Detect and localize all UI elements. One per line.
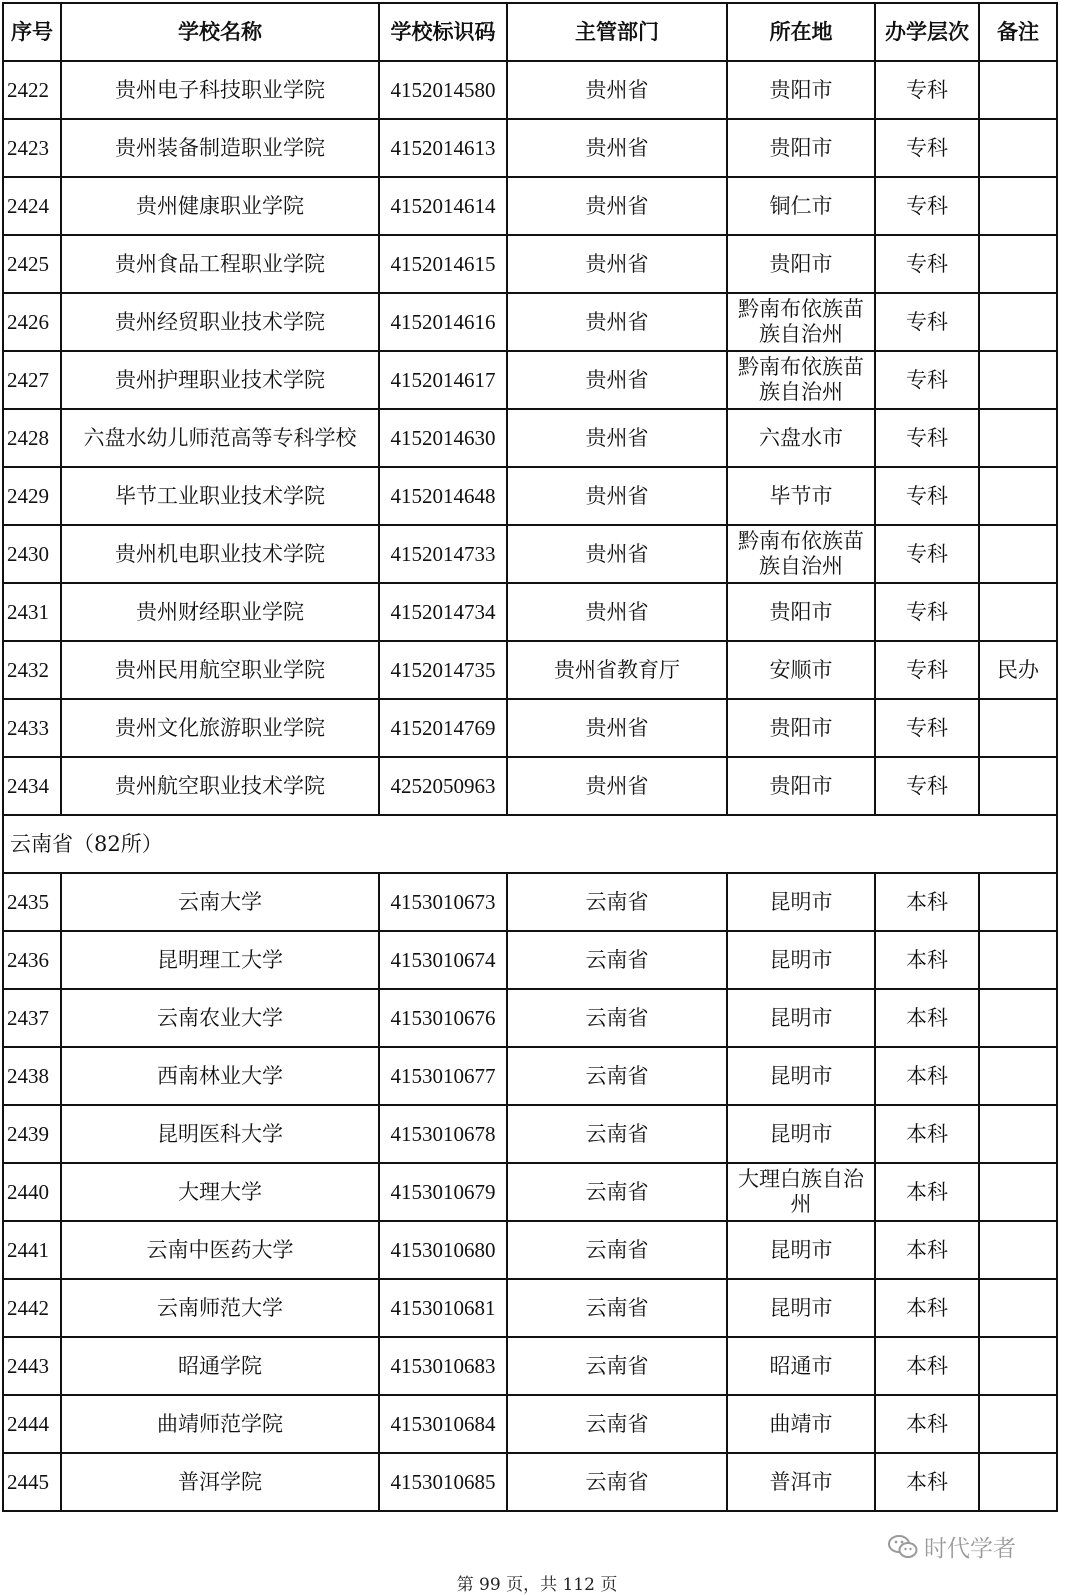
- row-seq: 2428: [3, 409, 61, 467]
- table-row: [3, 1395, 1057, 1453]
- level: 本科: [875, 1453, 979, 1511]
- school-code: 4153010678: [379, 1105, 507, 1163]
- note: [979, 1047, 1057, 1105]
- location: 曲靖市: [727, 1395, 875, 1453]
- note: [979, 467, 1057, 525]
- location: 贵阳市: [727, 699, 875, 757]
- level: 本科: [875, 1395, 979, 1453]
- department: 贵州省: [507, 235, 727, 293]
- school-name: 贵州护理职业技术学院: [61, 351, 379, 409]
- note: [979, 119, 1057, 177]
- location: 昆明市: [727, 1279, 875, 1337]
- location: 昆明市: [727, 1221, 875, 1279]
- level: 本科: [875, 1163, 979, 1221]
- department: 云南省: [507, 989, 727, 1047]
- table-row: [3, 641, 1057, 699]
- note: [979, 177, 1057, 235]
- note: [979, 235, 1057, 293]
- location: 普洱市: [727, 1453, 875, 1511]
- section-title: 云南省（82所）: [3, 815, 1057, 873]
- school-name: 昆明理工大学: [61, 931, 379, 989]
- school-code: 4152014616: [379, 293, 507, 351]
- table-row: [3, 1221, 1057, 1279]
- location: 贵阳市: [727, 583, 875, 641]
- header-school-code: 学校标识码: [379, 3, 507, 61]
- school-code: 4153010685: [379, 1453, 507, 1511]
- row-seq: 2442: [3, 1279, 61, 1337]
- note: [979, 1221, 1057, 1279]
- note: [979, 1453, 1057, 1511]
- level: 本科: [875, 1105, 979, 1163]
- table-row: [3, 119, 1057, 177]
- location: 昆明市: [727, 1047, 875, 1105]
- note: [979, 409, 1057, 467]
- note: [979, 1279, 1057, 1337]
- note: 民办: [979, 641, 1057, 699]
- school-code: 4153010673: [379, 873, 507, 931]
- school-name: 云南师范大学: [61, 1279, 379, 1337]
- location: 昆明市: [727, 931, 875, 989]
- row-seq: 2443: [3, 1337, 61, 1395]
- school-code: 4153010683: [379, 1337, 507, 1395]
- note: [979, 931, 1057, 989]
- school-code: 4153010676: [379, 989, 507, 1047]
- level: 专科: [875, 61, 979, 119]
- level: 本科: [875, 1047, 979, 1105]
- school-name: 贵州财经职业学院: [61, 583, 379, 641]
- level: 本科: [875, 1279, 979, 1337]
- level: 专科: [875, 351, 979, 409]
- department: 云南省: [507, 1105, 727, 1163]
- level: 本科: [875, 1337, 979, 1395]
- location: 贵阳市: [727, 119, 875, 177]
- department: 贵州省: [507, 525, 727, 583]
- table-row: [3, 235, 1057, 293]
- row-seq: 2431: [3, 583, 61, 641]
- location: 贵阳市: [727, 235, 875, 293]
- table-row: [3, 757, 1057, 815]
- table-row: [3, 1337, 1057, 1395]
- note: [979, 293, 1057, 351]
- level: 专科: [875, 583, 979, 641]
- location: 贵阳市: [727, 757, 875, 815]
- location: 贵阳市: [727, 61, 875, 119]
- row-seq: 2435: [3, 873, 61, 931]
- department: 云南省: [507, 873, 727, 931]
- note: [979, 1105, 1057, 1163]
- school-code: 4152014614: [379, 177, 507, 235]
- school-code: 4152014734: [379, 583, 507, 641]
- table-body: [3, 61, 1057, 1511]
- location: 六盘水市: [727, 409, 875, 467]
- school-name: 贵州装备制造职业学院: [61, 119, 379, 177]
- table-row: [3, 1047, 1057, 1105]
- school-code: 4153010684: [379, 1395, 507, 1453]
- location: 大理白族自治州: [727, 1163, 875, 1221]
- location: 黔南布依族苗族自治州: [727, 525, 875, 583]
- school-name: 贵州电子科技职业学院: [61, 61, 379, 119]
- table-row: [3, 873, 1057, 931]
- department: 贵州省: [507, 351, 727, 409]
- note: [979, 1337, 1057, 1395]
- school-code: 4252050963: [379, 757, 507, 815]
- department: 云南省: [507, 1047, 727, 1105]
- school-name: 云南中医药大学: [61, 1221, 379, 1279]
- table-row: [3, 583, 1057, 641]
- school-name: 贵州食品工程职业学院: [61, 235, 379, 293]
- school-name: 贵州经贸职业技术学院: [61, 293, 379, 351]
- level: 专科: [875, 293, 979, 351]
- school-code: 4153010681: [379, 1279, 507, 1337]
- table-row: [3, 1105, 1057, 1163]
- location: 昆明市: [727, 1105, 875, 1163]
- header-department: 主管部门: [507, 3, 727, 61]
- level: 本科: [875, 989, 979, 1047]
- school-code: 4153010674: [379, 931, 507, 989]
- school-name: 曲靖师范学院: [61, 1395, 379, 1453]
- row-seq: 2437: [3, 989, 61, 1047]
- school-code: 4153010677: [379, 1047, 507, 1105]
- school-code: 4152014580: [379, 61, 507, 119]
- header-note: 备注: [979, 3, 1057, 61]
- page-footer: 第 99 页，共 112 页: [456, 1575, 618, 1595]
- school-code: 4152014735: [379, 641, 507, 699]
- school-name: 大理大学: [61, 1163, 379, 1221]
- row-seq: 2427: [3, 351, 61, 409]
- level: 本科: [875, 1221, 979, 1279]
- note: [979, 1163, 1057, 1221]
- table-row: [3, 467, 1057, 525]
- row-seq: 2439: [3, 1105, 61, 1163]
- department: 贵州省: [507, 293, 727, 351]
- school-code: 4153010679: [379, 1163, 507, 1221]
- school-name: 普洱学院: [61, 1453, 379, 1511]
- wechat-icon: [888, 1534, 918, 1560]
- school-name: 昆明医科大学: [61, 1105, 379, 1163]
- row-seq: 2422: [3, 61, 61, 119]
- level: 本科: [875, 873, 979, 931]
- department: 云南省: [507, 931, 727, 989]
- location: 铜仁市: [727, 177, 875, 235]
- school-name: 贵州机电职业技术学院: [61, 525, 379, 583]
- department: 贵州省: [507, 757, 727, 815]
- department: 云南省: [507, 1279, 727, 1337]
- note: [979, 525, 1057, 583]
- table-row: [3, 931, 1057, 989]
- department: 贵州省: [507, 409, 727, 467]
- school-name: 贵州文化旅游职业学院: [61, 699, 379, 757]
- level: 本科: [875, 931, 979, 989]
- row-seq: 2434: [3, 757, 61, 815]
- level: 专科: [875, 641, 979, 699]
- watermark-text: 时代学者: [924, 1536, 1016, 1562]
- school-name: 云南农业大学: [61, 989, 379, 1047]
- school-list-table: [2, 2, 1058, 1512]
- note: [979, 351, 1057, 409]
- table-row: [3, 293, 1057, 351]
- row-seq: 2433: [3, 699, 61, 757]
- department: 贵州省: [507, 61, 727, 119]
- note: [979, 583, 1057, 641]
- table-row: [3, 989, 1057, 1047]
- row-seq: 2429: [3, 467, 61, 525]
- row-seq: 2436: [3, 931, 61, 989]
- school-name: 贵州航空职业技术学院: [61, 757, 379, 815]
- note: [979, 1395, 1057, 1453]
- location: 昆明市: [727, 873, 875, 931]
- table-row: [3, 1453, 1057, 1511]
- school-code: 4152014613: [379, 119, 507, 177]
- level: 专科: [875, 235, 979, 293]
- table-row: [3, 177, 1057, 235]
- department: 云南省: [507, 1221, 727, 1279]
- row-seq: 2432: [3, 641, 61, 699]
- school-code: 4152014733: [379, 525, 507, 583]
- level: 专科: [875, 525, 979, 583]
- table-row: [3, 525, 1057, 583]
- school-name: 毕节工业职业技术学院: [61, 467, 379, 525]
- row-seq: 2440: [3, 1163, 61, 1221]
- row-seq: 2426: [3, 293, 61, 351]
- note: [979, 699, 1057, 757]
- note: [979, 873, 1057, 931]
- location: 黔南布依族苗族自治州: [727, 351, 875, 409]
- level: 专科: [875, 699, 979, 757]
- department: 云南省: [507, 1395, 727, 1453]
- school-code: 4152014630: [379, 409, 507, 467]
- school-name: 昭通学院: [61, 1337, 379, 1395]
- school-code: 4152014769: [379, 699, 507, 757]
- note: [979, 757, 1057, 815]
- school-code: 4152014617: [379, 351, 507, 409]
- row-seq: 2425: [3, 235, 61, 293]
- school-code: 4153010680: [379, 1221, 507, 1279]
- note: [979, 61, 1057, 119]
- watermark: [888, 1530, 1016, 1563]
- department: 贵州省: [507, 119, 727, 177]
- table-row: [3, 409, 1057, 467]
- school-name: 贵州健康职业学院: [61, 177, 379, 235]
- header-school-name: 学校名称: [61, 3, 379, 61]
- table-row: [3, 1279, 1057, 1337]
- location: 昆明市: [727, 989, 875, 1047]
- department: 贵州省: [507, 467, 727, 525]
- level: 专科: [875, 467, 979, 525]
- level: 专科: [875, 177, 979, 235]
- section-row: [3, 815, 1057, 873]
- row-seq: 2424: [3, 177, 61, 235]
- location: 安顺市: [727, 641, 875, 699]
- table-row: [3, 1163, 1057, 1221]
- note: [979, 989, 1057, 1047]
- school-code: 4152014615: [379, 235, 507, 293]
- department: 贵州省: [507, 177, 727, 235]
- header-level: 办学层次: [875, 3, 979, 61]
- header-seq: 序号: [3, 3, 61, 61]
- location: 昭通市: [727, 1337, 875, 1395]
- level: 专科: [875, 757, 979, 815]
- department: 贵州省: [507, 583, 727, 641]
- school-code: 4152014648: [379, 467, 507, 525]
- department: 云南省: [507, 1163, 727, 1221]
- row-seq: 2438: [3, 1047, 61, 1105]
- level: 专科: [875, 119, 979, 177]
- location: 毕节市: [727, 467, 875, 525]
- row-seq: 2444: [3, 1395, 61, 1453]
- row-seq: 2423: [3, 119, 61, 177]
- department: 贵州省教育厅: [507, 641, 727, 699]
- table-row: [3, 61, 1057, 119]
- level: 专科: [875, 409, 979, 467]
- table-header-row: [3, 3, 1057, 61]
- department: 云南省: [507, 1453, 727, 1511]
- table-row: [3, 699, 1057, 757]
- school-name: 云南大学: [61, 873, 379, 931]
- row-seq: 2445: [3, 1453, 61, 1511]
- school-name: 六盘水幼儿师范高等专科学校: [61, 409, 379, 467]
- department: 云南省: [507, 1337, 727, 1395]
- row-seq: 2441: [3, 1221, 61, 1279]
- school-name: 贵州民用航空职业学院: [61, 641, 379, 699]
- department: 贵州省: [507, 699, 727, 757]
- header-location: 所在地: [727, 3, 875, 61]
- location: 黔南布依族苗族自治州: [727, 293, 875, 351]
- table-row: [3, 351, 1057, 409]
- row-seq: 2430: [3, 525, 61, 583]
- school-name: 西南林业大学: [61, 1047, 379, 1105]
